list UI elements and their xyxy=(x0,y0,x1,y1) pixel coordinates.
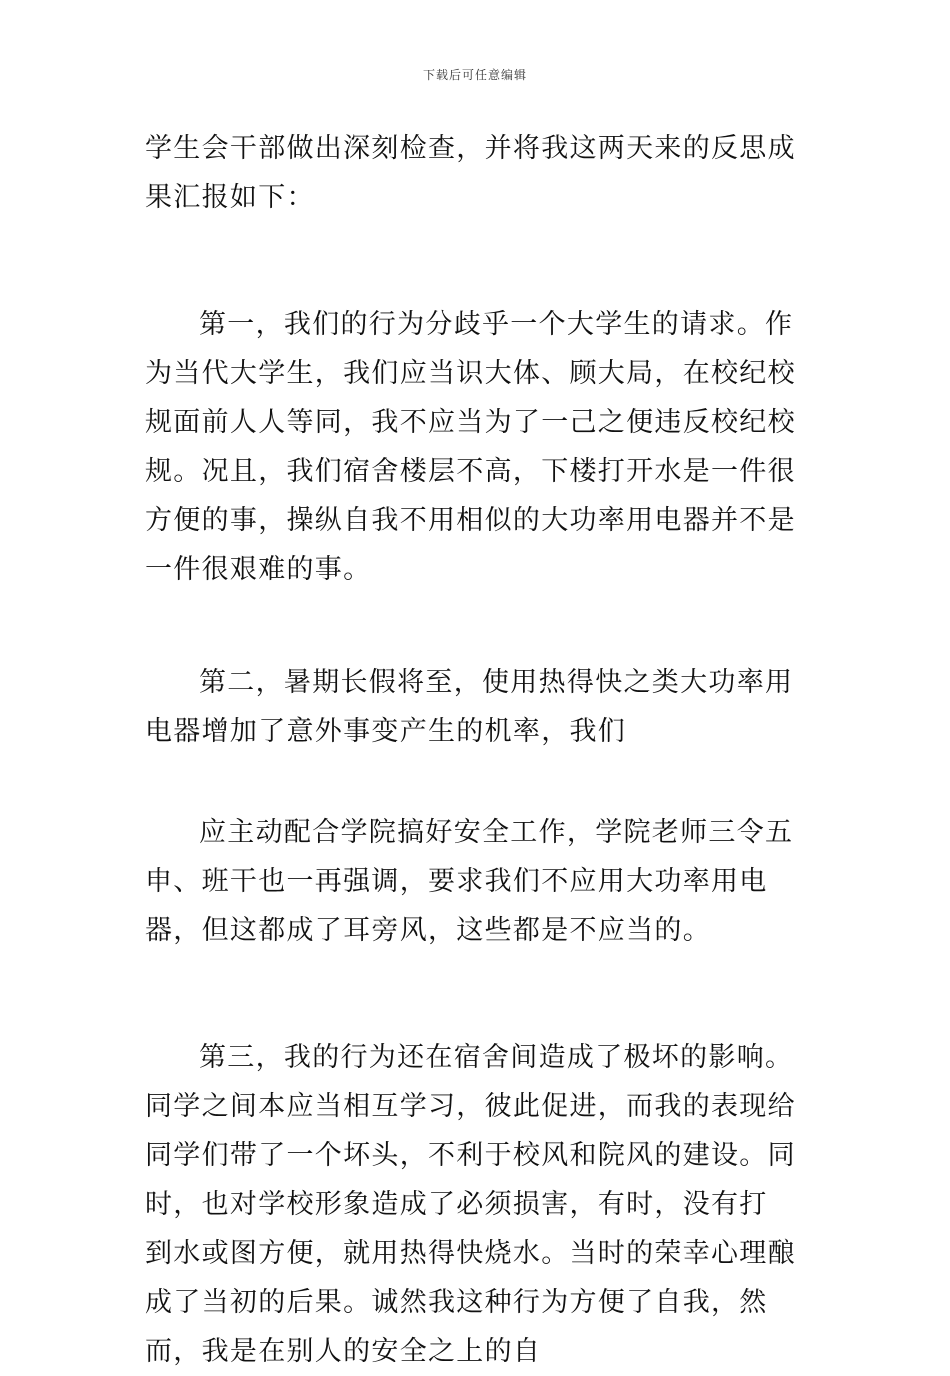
paragraph-spacer xyxy=(145,222,810,300)
document-body xyxy=(145,124,810,1376)
paragraph-second: 第二，暑期长假将至，使用热得快之类大功率用电器增加了意外事变产生的机率，我们 xyxy=(145,667,794,747)
paragraph-spacer xyxy=(145,756,810,808)
header-note: 下载后可任意编辑 xyxy=(422,68,527,82)
paragraph-spacer xyxy=(145,955,810,1033)
paragraph-first: 第一，我们的行为分歧乎一个大学生的请求。作为当代大学生，我们应当识大体、顾大局，在校纪校规面前人人等同，我不应当为了一己之便违反校纪校规。况且，我们宿舍楼层不高，下楼打开水是一件很方便的事，操纵自我不用相似的大功率用电器并不是一件很艰难的事。 xyxy=(145,309,796,585)
paragraph-second-continued: 应主动配合学院搞好安全工作，学院老师三令五申、班干也一再强调，要求我们不应用大功率用电器，但这都成了耳旁风，这些都是不应当的。 xyxy=(145,817,794,946)
paragraph-third: 第三，我的行为还在宿舍间造成了极坏的影响。同学之间本应当相互学习，彼此促进，而我的表现给同学们带了一个坏头，不利于校风和院风的建设。同时，也对学校形象造成了必须损害，有时，没有打 到水或图方便，就用热得快烧水。当时的荣幸心理酿成了当初的后果。诚然我这种行为方便了自我，然而，我是在别人的安全之上的自 xyxy=(145,1042,796,1367)
paragraph-spacer xyxy=(145,594,810,658)
paragraph-intro: 学生会干部做出深刻检查，并将我这两天来的反思成果汇报如下： xyxy=(145,133,796,213)
